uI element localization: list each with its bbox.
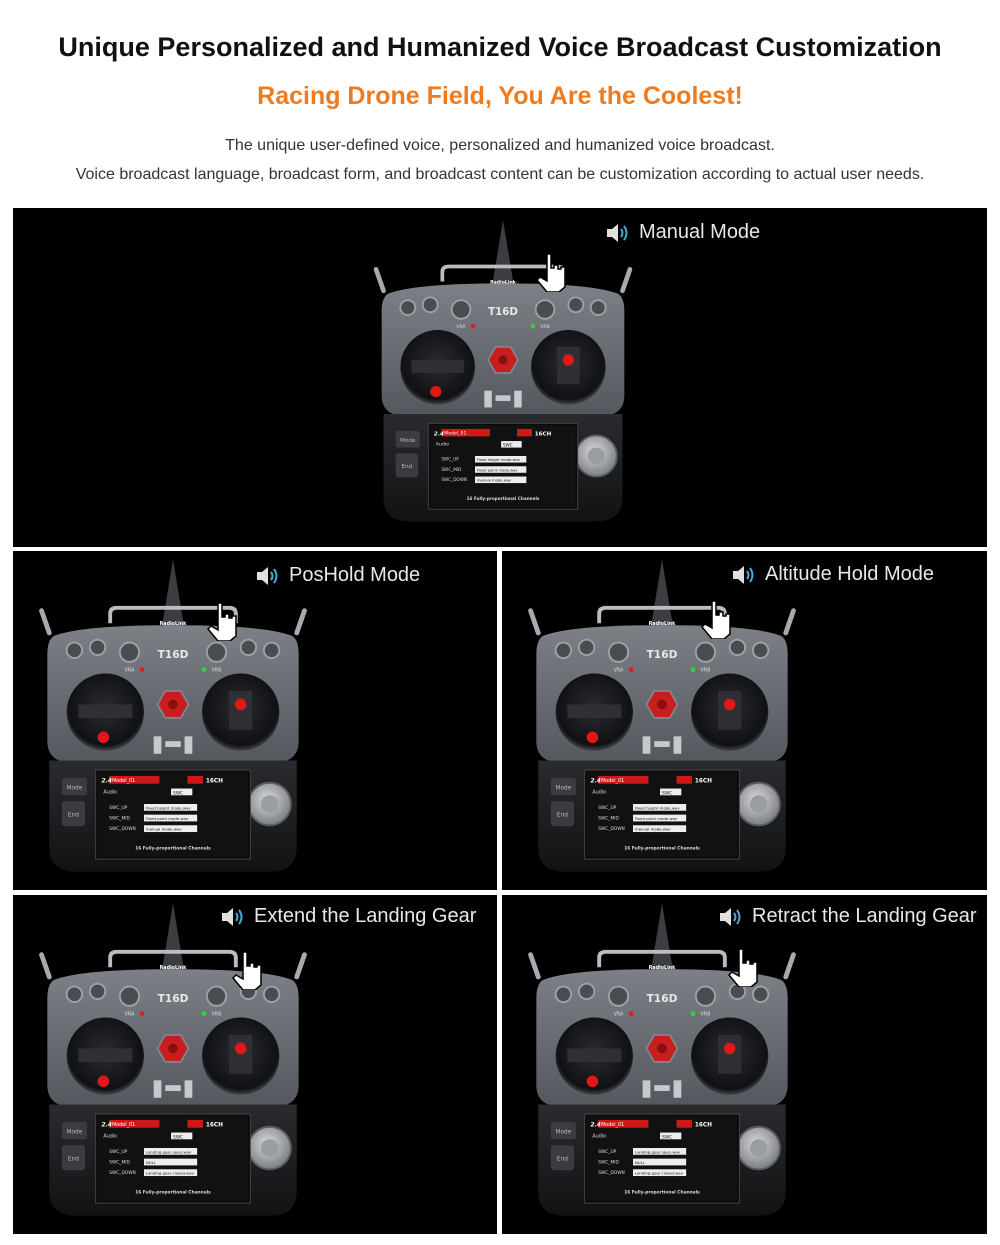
screen-voice-file: Landing gear open.wav [634, 1149, 681, 1155]
screen-voice-file: Fixed height mode.wav [145, 805, 191, 811]
screen-menu-title: Audio [103, 1134, 118, 1140]
mode-button-label: Mode [66, 1129, 83, 1136]
screen-band: 2.4 [101, 1122, 112, 1129]
screen-switch-position-label: SWC_DOWN [109, 1171, 136, 1177]
screen-voice-file: Landing gear open.wav [145, 1149, 192, 1155]
screen-switch-position-label: SWC_UP [109, 1149, 128, 1155]
knob-label-vrb: VRB [211, 1012, 222, 1018]
transmitter [517, 557, 807, 877]
pointing-hand-icon [535, 252, 569, 292]
transmitter-illustration [363, 216, 643, 528]
screen-switch-position-label: SWC_MID [598, 816, 619, 822]
screen-footer: 16 Fully-proportional Channels [135, 846, 211, 852]
transmitter [28, 557, 318, 877]
mode-button-label: Mode [555, 785, 572, 792]
transmitter [363, 216, 643, 528]
screen-band: 2.4 [590, 778, 601, 785]
knob-label-vra: VRA [456, 325, 466, 331]
knob-label-vrb: VRB [211, 668, 222, 674]
header [0, 0, 1000, 205]
brand-label: RadioLink [490, 280, 516, 286]
brand-label: RadioLink [159, 622, 187, 628]
mode-button-label: Mode [400, 438, 416, 444]
screen-switch-position-label: SWC_MID [441, 466, 462, 472]
end-button-label: End [556, 1156, 568, 1163]
pointing-hand-icon [727, 947, 761, 987]
screen-voice-file: manual mode.wav [634, 826, 671, 832]
knob-label-vra: VRA [613, 1012, 624, 1018]
transmitter [517, 901, 807, 1221]
screen-voice-file: manual mode.wav [476, 478, 512, 483]
knob-label-vrb: VRB [540, 325, 550, 331]
panel-caption-text: Extend the Landing Gear [254, 905, 477, 927]
screen-switch-select: SWC [173, 1135, 184, 1141]
screen-voice-file: Fixed height mode.wav [634, 805, 680, 811]
model-label: T16D [157, 992, 189, 1006]
page-subtitle: Racing Drone Field, You Are the Coolest! [257, 82, 743, 110]
transmitter-illustration [28, 557, 318, 877]
screen-channels: 16CH [694, 1122, 713, 1129]
screen-switch-position-label: SWC_DOWN [598, 827, 625, 833]
panel-manual-mode [13, 208, 987, 547]
screen-switch-position-label: SWC_UP [598, 1149, 617, 1155]
description-line-1: The unique user-defined voice, personalized and humanized voice broadcast. [225, 137, 775, 154]
end-button-label: End [67, 812, 79, 819]
screen-switch-position-label: SWC_MID [109, 816, 130, 822]
screen-voice-file: Landing gear closed.wav [634, 1170, 683, 1176]
mode-button-label: Mode [66, 785, 83, 792]
knob-label-vra: VRA [613, 668, 624, 674]
knob-label-vra: VRA [124, 1012, 135, 1018]
screen-band: 2.4 [101, 778, 112, 785]
knob-label-vrb: VRB [700, 1012, 711, 1018]
panel-retract-landing-gear [502, 895, 987, 1234]
screen-switch-position-label: SWC_UP [441, 456, 459, 462]
transmitter-illustration [517, 557, 807, 877]
screen-menu-title: Audio [592, 1134, 607, 1140]
screen-menu-title: Audio [103, 790, 118, 796]
screen-switch-position-label: SWC_UP [109, 805, 128, 811]
panel-altitude-hold-mode [502, 551, 987, 890]
end-button-label: End [67, 1156, 79, 1163]
screen-voice-file: manual mode.wav [145, 826, 182, 832]
screen-model-name: Model_01 [444, 431, 467, 437]
screen-channels: 16CH [694, 778, 713, 785]
screen-voice-file: Fixed point mode.wav [476, 468, 518, 473]
knob-label-vra: VRA [124, 668, 135, 674]
screen-switch-select: SWC [662, 791, 673, 797]
screen-switch-position-label: SWC_DOWN [109, 827, 136, 833]
model-label: T16D [157, 648, 189, 662]
transmitter-illustration [28, 901, 318, 1221]
model-label: T16D [646, 992, 678, 1006]
screen-footer: 16 Fully-proportional Channels [135, 1190, 211, 1196]
screen-switch-select: SWC [173, 791, 184, 797]
screen-switch-position-label: SWC_DOWN [441, 477, 468, 483]
screen-switch-position-label: SWC_DOWN [598, 1171, 625, 1177]
screen-band: 2.4 [433, 431, 444, 438]
screen-channels: 16CH [534, 431, 552, 438]
screen-switch-position-label: SWC_MID [598, 1160, 619, 1166]
panel-caption-text: Altitude Hold Mode [765, 563, 934, 585]
screen-voice-file: NULL [634, 1159, 645, 1165]
screen-channels: 16CH [205, 1122, 224, 1129]
screen-model-name: Model_01 [601, 1122, 625, 1128]
screen-channels: 16CH [205, 778, 224, 785]
end-button-label: End [556, 812, 568, 819]
brand-label: RadioLink [648, 966, 676, 972]
screen-switch-select: SWC [503, 442, 513, 448]
panel-poshold-mode [13, 551, 497, 890]
screen-model-name: Model_01 [112, 1122, 136, 1128]
screen-voice-file: Landing gear closed.wav [145, 1170, 194, 1176]
screen-footer: 16 Fully-proportional Channels [466, 495, 540, 501]
pointing-hand-icon [206, 601, 240, 641]
panel-extend-landing-gear [13, 895, 497, 1234]
screen-voice-file: Fixed point mode.wav [634, 815, 678, 821]
pointing-hand-icon [231, 950, 265, 990]
screen-menu-title: Audio [592, 790, 607, 796]
screen-menu-title: Audio [435, 442, 450, 448]
panel-caption-text: Manual Mode [639, 221, 761, 243]
panel-caption-text: Retract the Landing Gear [752, 905, 977, 927]
screen-switch-position-label: SWC_UP [598, 805, 617, 811]
brand-label: RadioLink [648, 622, 676, 628]
pointing-hand-icon [700, 599, 734, 639]
knob-label-vrb: VRB [700, 668, 711, 674]
screen-voice-file: Fixed height mode.wav [476, 458, 520, 463]
description-line-2: Voice broadcast language, broadcast form, and broadcast content can be customization according to actual user needs. [75, 166, 925, 183]
screen-model-name: Model_01 [112, 778, 136, 784]
screen-switch-select: SWC [662, 1135, 673, 1141]
screen-band: 2.4 [590, 1122, 601, 1129]
mode-button-label: Mode [555, 1129, 572, 1136]
end-button-label: End [401, 464, 413, 471]
screen-model-name: Model_01 [601, 778, 625, 784]
screen-footer: 16 Fully-proportional Channels [624, 846, 700, 852]
model-label: T16D [488, 306, 518, 319]
screen-voice-file: Fixed point mode.wav [145, 815, 189, 821]
page-title: Unique Personalized and Humanized Voice Broadcast Customization [58, 32, 942, 62]
brand-label: RadioLink [159, 966, 187, 972]
transmitter [28, 901, 318, 1221]
panel-caption-text: PosHold Mode [289, 564, 421, 586]
transmitter-illustration [517, 901, 807, 1221]
screen-voice-file: NULL [145, 1159, 156, 1165]
screen-switch-position-label: SWC_MID [109, 1160, 130, 1166]
screen-footer: 16 Fully-proportional Channels [624, 1190, 700, 1196]
model-label: T16D [646, 648, 678, 662]
